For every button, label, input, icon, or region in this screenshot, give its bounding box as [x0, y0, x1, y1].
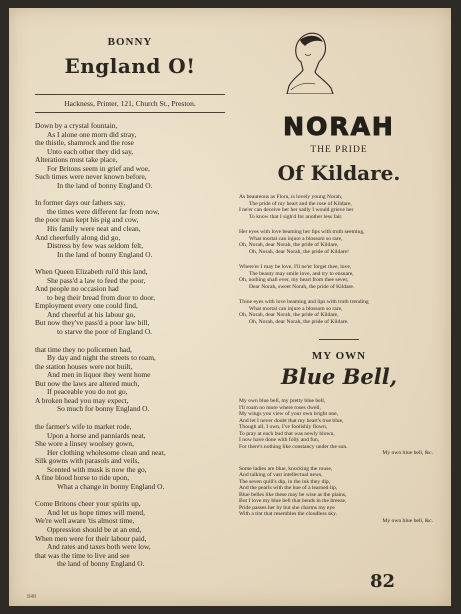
section-divider	[319, 339, 359, 340]
refrain-tag: My own blue bell, &c.	[382, 517, 433, 524]
verse-line: When men were for their labour paid,	[35, 533, 147, 543]
verse-line: What mortal can injure a blossom so rare,	[249, 305, 343, 312]
verse-line: the poor man kept his pig and cow,	[35, 215, 139, 225]
verse-line: And rates and taxes both were low,	[47, 542, 151, 552]
verse-line: I now have done with folly and fun,	[239, 437, 320, 443]
stanza	[239, 229, 439, 255]
verse-line: Some ladies are blue, knocking the rouse,	[239, 465, 333, 472]
stanza	[239, 466, 439, 525]
verse-line: And men in liquor they went home	[47, 370, 151, 380]
stanza	[239, 264, 439, 290]
verse-line: She pass'd a law to feed the poor,	[47, 275, 146, 285]
verse-line: Alterations must take place,	[35, 155, 118, 165]
verse-line: The beauty may smile love, and try to ensnare,	[249, 270, 354, 277]
verse-line: In the land of bonny England O.	[57, 180, 153, 190]
verse-line: And the pearls with the hue of a learned lip,	[239, 485, 338, 491]
verse-line: I ne'er can deceive her her sadly I would grieve her	[239, 207, 354, 213]
verse-line: To pray at each bud that was newly blown,	[239, 430, 335, 437]
verse-line: My own blue bell, my pretty blue bell,	[239, 398, 326, 404]
bluebell-verses	[239, 398, 439, 524]
stanza	[35, 346, 225, 414]
stanza	[239, 194, 439, 220]
verse-line: Such times were never known before,	[35, 172, 147, 182]
verse-line: Scented with musk is now the go,	[47, 464, 147, 474]
stanza	[239, 299, 439, 325]
stanza	[35, 423, 225, 491]
verse-line: If peaceable you do not go,	[47, 387, 128, 397]
verse-line: As beauteous as Flora, is lovely young Norah,	[239, 194, 343, 200]
song-subtitle: THE PRIDE	[310, 145, 368, 155]
song-title-kildare: Of Kildare.	[277, 161, 401, 185]
verse-line: Down by a crystal fountain,	[35, 121, 118, 130]
verse-line: And cheerfully along did go,	[35, 232, 121, 242]
verse-line: For Britons seem in grief and woe,	[47, 163, 150, 173]
song-title-norah: NORAH	[283, 112, 395, 141]
verse-line: the land of bonny England O.	[57, 559, 145, 569]
verse-line: We're well aware 'tis almost time,	[35, 516, 135, 526]
verse-line: And let I never doubt that my heart's true blue,	[239, 417, 344, 424]
stanza	[35, 199, 225, 259]
broadside-sheet	[9, 8, 451, 606]
verse-line: Come Britons cheer your spirits up,	[35, 499, 141, 509]
verse-line: Oh, Norah, dear Norah, the pride of Kildare!	[249, 248, 350, 255]
stanza	[35, 500, 225, 568]
verse-line: With a tint that resembles the cloudless sky.	[239, 511, 337, 517]
england-stanzas	[35, 122, 225, 569]
verse-line: Oh, Norah, dear Norah, the pride of Kildare.	[249, 318, 349, 325]
verse-line: Oh, Norah, dear Norah, the pride of Kildare,	[239, 312, 339, 318]
verse-line: But I love my blue bell that bends in the breeze,	[239, 498, 347, 504]
verse-line: Where'er I may be love, I'll ne'er forget thee, love,	[239, 264, 352, 270]
verse-line: What mortal can injure a blossom so rare,	[249, 235, 343, 242]
verse-line: By day and night the streets to roam,	[47, 353, 156, 363]
verse-line: Employment every one could find,	[35, 301, 138, 311]
norah-verses	[239, 194, 439, 325]
stanza	[35, 122, 225, 190]
verse-line: The pride of my heart and the rose of Kildare,	[249, 200, 352, 207]
stanza	[239, 398, 439, 457]
stanza	[35, 268, 225, 336]
song-title-england: England O!	[64, 54, 196, 78]
verse-line: that was the time to live and see	[35, 550, 130, 560]
verse-line: Blue belles like these may be wise as the plains,	[239, 491, 347, 498]
verse-line: the station houses were not built,	[35, 361, 133, 371]
verse-line: And cheerful at his labour go,	[47, 309, 136, 319]
refrain-tag: My own blue bell, &c.	[382, 450, 433, 456]
song2-title: Blue Bell,	[280, 364, 398, 389]
verse-line: Oh, Norah, dear Norah, the pride of Kildare,	[239, 242, 339, 248]
verse-line: When Queen Elizabeth rul'd this land,	[35, 267, 148, 277]
sheet-number: 82	[370, 571, 396, 592]
verse-line: that time they no policemen had,	[35, 344, 132, 354]
verse-line: Dear Norah, sweet Norah, the pride of Kildare.	[249, 283, 355, 290]
verse-line: As I alone one morn did stray,	[47, 129, 137, 139]
corner-mark: 848	[27, 594, 36, 600]
song-pre-title: BONNY	[107, 36, 153, 48]
verse-line: to starve the poor of England O.	[57, 327, 153, 337]
verse-line: Pride passes her by but she charms my eye	[239, 504, 335, 511]
verse-line: And talking of vast intellectual news,	[239, 472, 323, 478]
verse-line: Oppression should be at an end,	[47, 524, 142, 534]
verse-line: Unto each other they did say,	[47, 146, 134, 156]
verse-line: Her clothing wholesome clean and neat,	[47, 447, 166, 457]
verse-line: the farmer's wife to market rode,	[35, 421, 132, 431]
verse-line: And let us hope times will mend,	[47, 507, 145, 517]
verse-line: to beg their bread from door to door,	[47, 292, 156, 302]
verse-line: I'll roam no more where roses dwell,	[239, 404, 321, 411]
verse-line: My wings you view of your own bright one,	[239, 411, 338, 417]
verse-line: Her eyes with love beaming her lips with truth seeming,	[239, 229, 365, 235]
verse-line: In former days our fathers say,	[35, 198, 126, 208]
verse-line: The seven quill's dip, in the ink they dip,	[239, 478, 331, 485]
song2-pre-title: MY OWN	[311, 350, 367, 362]
verse-line: the thistle, shamrock and the rose	[35, 138, 134, 148]
verse-line: In the land of bonny England O.	[57, 249, 153, 259]
verse-line: So much for bonny England O.	[57, 404, 150, 414]
verse-line: Silk gowns with parasols and veils,	[35, 456, 140, 466]
verse-line: But now the laws are altered much,	[35, 378, 140, 388]
verse-line: the times were different far from now,	[47, 206, 160, 216]
verse-line: A fine blood horse to ride upon,	[35, 473, 130, 483]
left-column	[35, 36, 225, 569]
verse-line: Upon a horse and panniards neat,	[47, 430, 146, 440]
verse-line: A broken head you may expect,	[35, 395, 129, 405]
verse-line: Distress by few was seldom felt,	[47, 241, 144, 251]
verse-line: But now they've pass'd a poor law bill,	[35, 318, 150, 328]
verse-line: She wore a linsey woolsey gown,	[35, 439, 134, 449]
printer-imprint: Hackness, Printer, 121, Church St., Preston.	[35, 94, 225, 113]
verse-line: Though all, I own, I've foolishly flown,	[239, 424, 328, 430]
verse-line: Thine eyes with love beaming and lips with truth trending	[239, 299, 369, 305]
verse-line: To know that I sigh'd for another less fair.	[249, 213, 343, 220]
verse-line: His family were neat and clean,	[47, 224, 141, 234]
verse-line: For there's nothing like constancy under the sun.	[239, 443, 348, 450]
verse-line: What a change in bonny England O.	[57, 481, 165, 491]
verse-line: Oh, nothing shall ever, my heart from thee sever,	[239, 277, 349, 283]
right-column	[239, 36, 439, 524]
verse-line: And people no occasion had	[35, 284, 119, 294]
